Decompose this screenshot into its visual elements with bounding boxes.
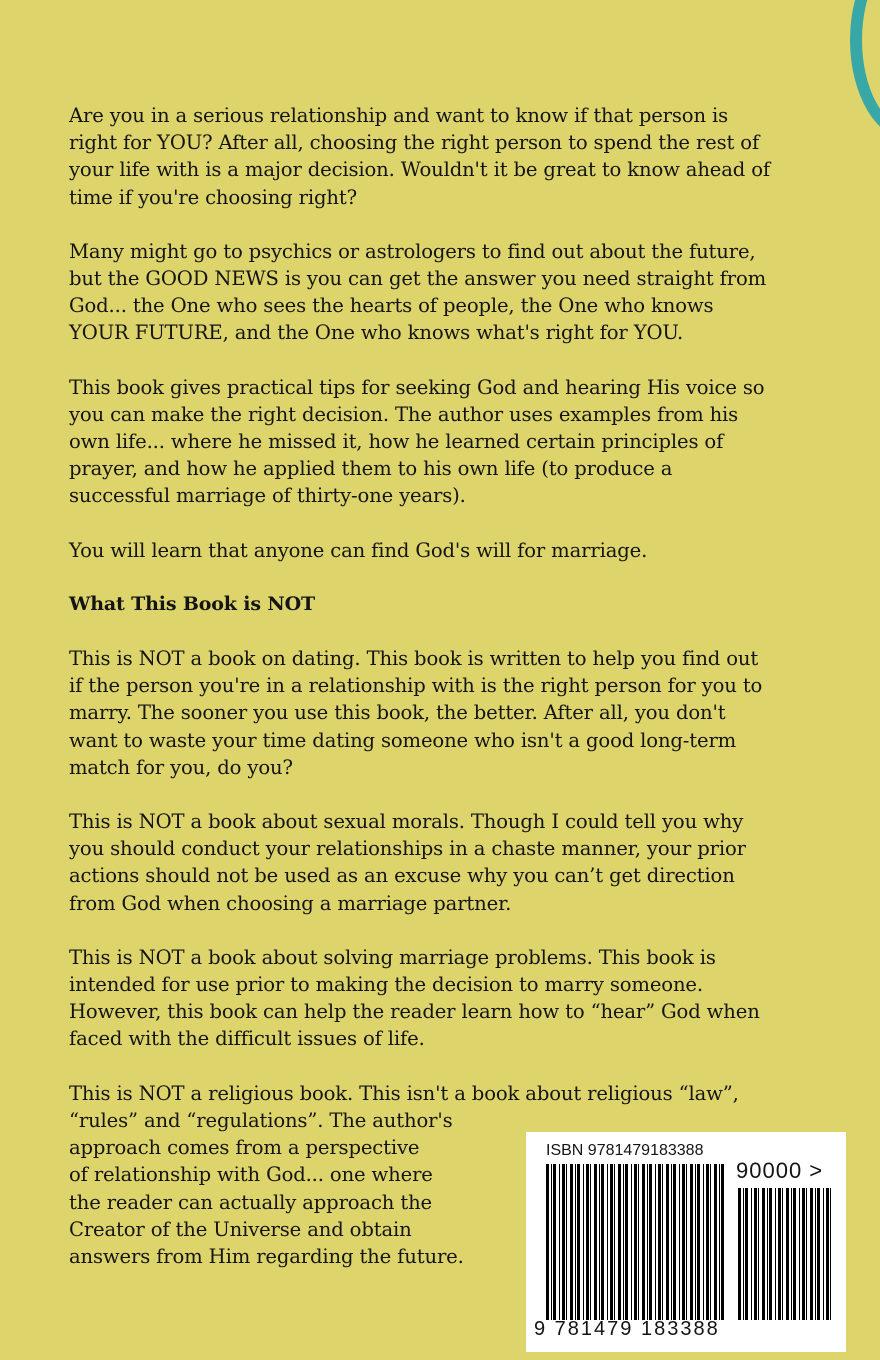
good-news-paragraph: Many might go to psychics or astrologers to find out about the future, but the GOOD NEWS is you can get the answer you need straight from God... the One who sees the hearts of people, the One who knows YOUR FUTURE, and the One who knows what's right for YOU.: [69, 239, 767, 345]
barcode-bar: [767, 1188, 768, 1320]
barcode-bar: [778, 1188, 781, 1320]
intro-paragraph: Are you in a serious relationship and want to know if that person is right for YOU? After all, choosing the right person to spend the rest of your life with is a major decision. Wouldn't it be great to know ahead of time if you're choosing right?: [69, 104, 771, 209]
barcode-bar: [551, 1164, 552, 1320]
barcode-bar: [710, 1164, 711, 1320]
price-code: 90000 >: [736, 1158, 824, 1183]
barcode-bar: [655, 1164, 656, 1320]
barcode-bar: [758, 1188, 759, 1320]
barcode-bar: [642, 1164, 645, 1320]
barcode-bar: [649, 1164, 652, 1320]
barcode-bar: [673, 1164, 676, 1320]
barcode-bar: [570, 1164, 573, 1320]
barcode-bar: [762, 1188, 765, 1320]
barcode-bar: [775, 1188, 776, 1320]
barcode-bar: [686, 1164, 687, 1320]
barcode-bar: [638, 1164, 639, 1320]
barcode-bar: [751, 1188, 752, 1320]
addon-barcode-bars: [738, 1188, 831, 1320]
barcode-bar: [577, 1164, 580, 1320]
barcode-bar: [647, 1164, 648, 1320]
barcode-bar: [614, 1164, 615, 1320]
isbn-label: ISBN 9781479183388: [546, 1142, 704, 1159]
barcode-bar: [817, 1188, 820, 1320]
barcode-bar: [769, 1188, 772, 1320]
cover-accent-arc: [850, 0, 880, 140]
barcode-bar: [786, 1188, 789, 1320]
barcode-bar: [601, 1164, 604, 1320]
back-cover-text: [69, 102, 829, 1297]
barcode-bar: [559, 1164, 560, 1320]
barcode-bar: [815, 1188, 816, 1320]
barcode-bar: [782, 1188, 783, 1320]
barcode-bar: [583, 1164, 584, 1320]
barcode-bar: [793, 1188, 796, 1320]
barcode-bar: [754, 1188, 757, 1320]
barcode-bar: [791, 1188, 792, 1320]
isbn-digits: 9 781479 183388: [534, 1318, 720, 1340]
barcode-bar: [666, 1164, 669, 1320]
barcode-bar: [703, 1164, 704, 1320]
barcode-bar: [745, 1188, 748, 1320]
not-morals-paragraph: This is NOT a book about sexual morals. Though I could tell you why you should conduct your relationships in a chaste manner, your prior actions should not be used as an excuse why you can’t get direction from God when choosing a marriage partner.: [69, 810, 746, 915]
not-dating-paragraph: This is NOT a book on dating. This book is written to help you find out if the person you're in a relationship with is the right person for you to marry. The sooner you use this book, the better. After all, you don't want to waste your time dating someone who isn't a good long-term match for you, do you?: [69, 647, 763, 779]
barcode-bar: [823, 1188, 824, 1320]
practical-tips-paragraph: This book gives practical tips for seeking God and hearing His voice so you can make the right decision. The author uses examples from his own life... where he missed it, how he learned certain principles of prayer, and how he applied them to his own life (to produce a successful marriage of thirty-one years).: [69, 375, 765, 508]
isbn-barcode-box: [526, 1132, 846, 1352]
barcode-bar: [610, 1164, 613, 1320]
barcode-bar: [706, 1164, 709, 1320]
barcode-bar: [546, 1164, 549, 1320]
barcode-bar: [594, 1164, 597, 1320]
barcode-bar: [662, 1164, 663, 1320]
barcode-bar: [682, 1164, 685, 1320]
barcode-bar: [738, 1188, 741, 1320]
barcode-bar: [566, 1164, 567, 1320]
barcode-bar: [590, 1164, 591, 1320]
barcode-bar: [719, 1164, 720, 1320]
barcode-bar: [714, 1164, 717, 1320]
section-heading: What This Book is NOT: [69, 592, 315, 615]
barcode-bar: [618, 1164, 621, 1320]
barcode-bar: [575, 1164, 576, 1320]
barcode-bar: [721, 1164, 724, 1320]
barcode-bar: [599, 1164, 600, 1320]
not-problems-paragraph: This is NOT a book about solving marriage problems. This book is intended for use prior to making the decision to marry someone. However, this book can help the reader learn how to “hear” God when faced with the difficult issues of life.: [69, 945, 760, 1051]
barcode-bar: [697, 1164, 700, 1320]
barcode-bar: [658, 1164, 661, 1320]
barcode-bar: [634, 1164, 637, 1320]
barcode-bar: [690, 1164, 693, 1320]
barcode-bar: [671, 1164, 672, 1320]
learn-paragraph: You will learn that anyone can find God's will for marriage.: [69, 538, 648, 562]
barcode-bar: [553, 1164, 556, 1320]
barcode-bar: [802, 1188, 805, 1320]
barcode-bar: [826, 1188, 829, 1320]
barcode-bar: [586, 1164, 589, 1320]
barcode-bar: [743, 1188, 744, 1320]
not-religious-paragraph: This is NOT a religious book. This isn't a book about religious “law”, “rules” and “regulations”. The author's approach comes from a perspective of relationship with God... one where the reader can actually approach the Creator of the Universe and obtain answers from Him regarding the future.: [69, 1081, 739, 1268]
barcode-bar: [607, 1164, 608, 1320]
barcode-bar: [679, 1164, 680, 1320]
barcode-bar: [562, 1164, 565, 1320]
barcode-bar: [631, 1164, 632, 1320]
main-barcode-bars: [546, 1164, 724, 1320]
barcode-bar: [799, 1188, 800, 1320]
barcode-bar: [625, 1164, 628, 1320]
barcode-bar: [810, 1188, 813, 1320]
barcode-bar: [695, 1164, 696, 1320]
barcode-bar: [806, 1188, 807, 1320]
barcode-bar: [830, 1188, 831, 1320]
barcode-bar: [623, 1164, 624, 1320]
